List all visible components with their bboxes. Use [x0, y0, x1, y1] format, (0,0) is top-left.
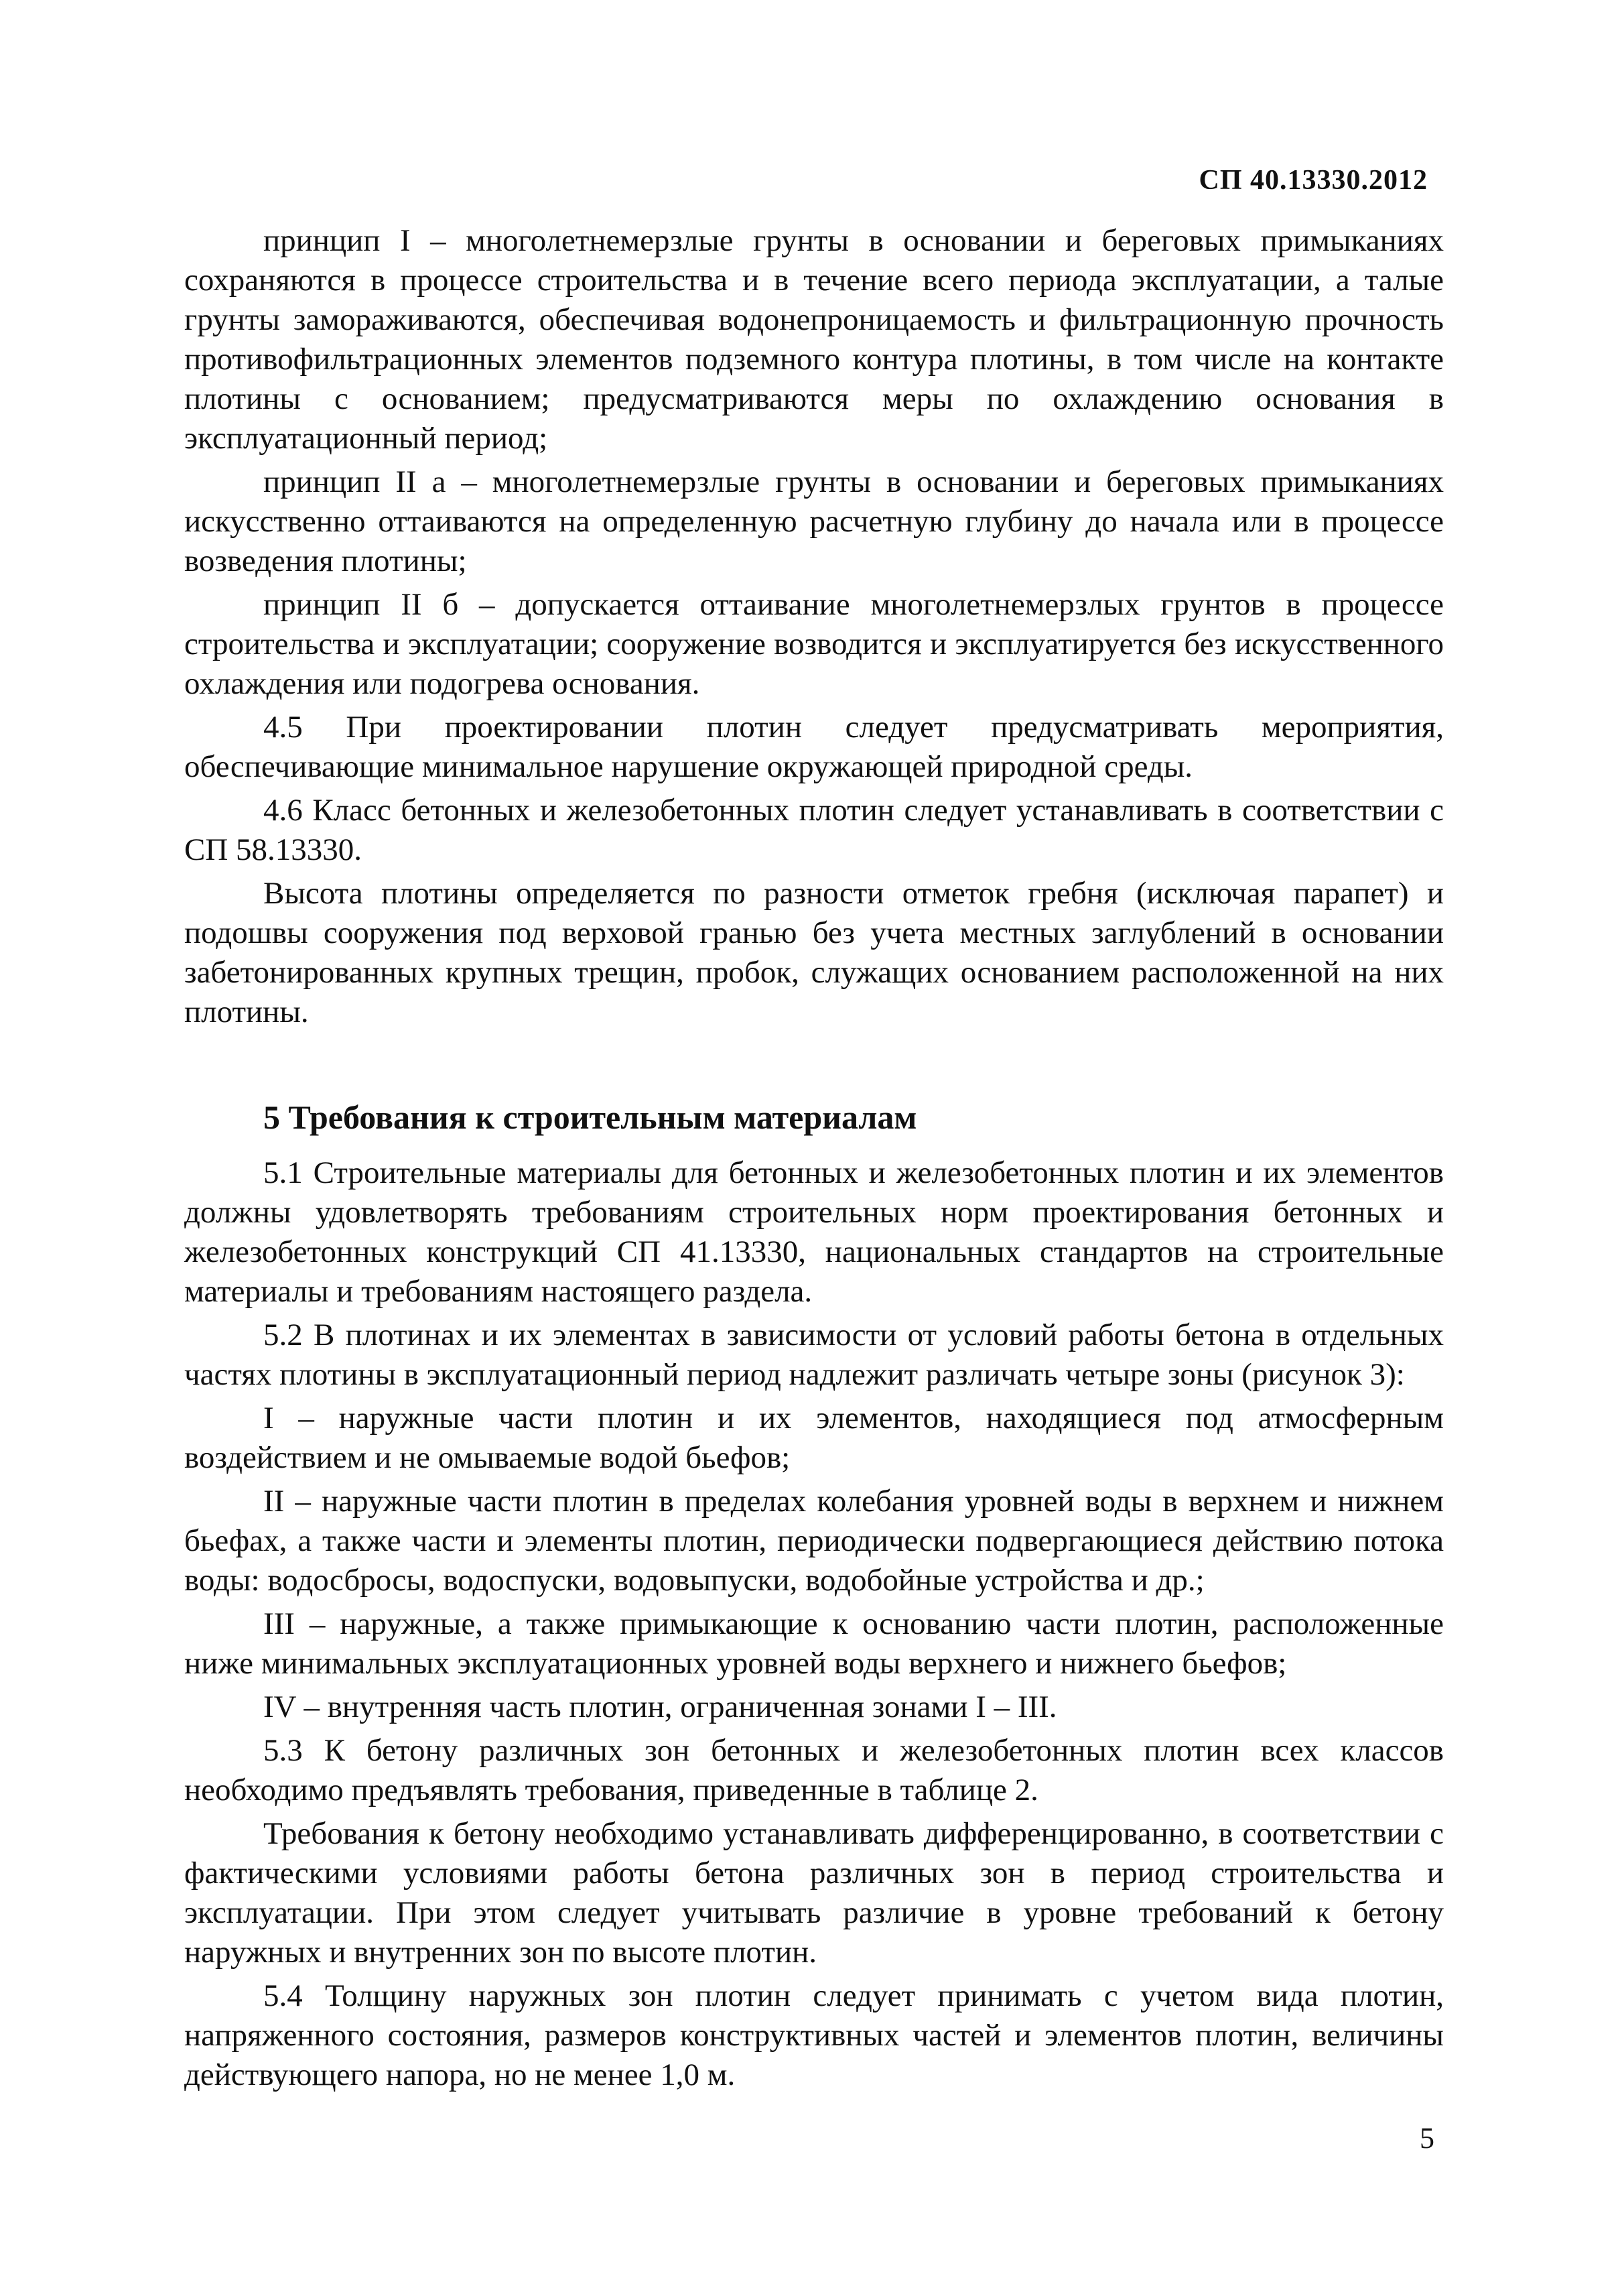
paragraph-zone-1: I – наружные части плотин и их элементов, находящиеся под атмосферным воздействием и не омываемые водой бьефов; — [184, 1401, 1444, 1475]
paragraph-4-5: 4.5 При проектировании плотин следует предусматривать мероприятия, обеспечивающие минимальное нарушение окружающей природной среды. — [184, 710, 1444, 784]
paragraph-principle-2b: принцип II б – допускается оттаивание многолетнемерзлых грунтов в процессе строительства и эксплуатации; сооружение возводится и эксплуатируется без искусственного охлаждения или подогрева основания. — [184, 587, 1444, 701]
paragraph-zone-2: II – наружные части плотин в пределах колебания уровней воды в верхнем и нижнем бьефах, а также части и элементы плотин, периодически подвергающиеся действию потока воды: водосбросы, водоспуски, водовыпуски, водобойные устройства и др.; — [184, 1484, 1444, 1598]
paragraph-zone-4: IV – внутренняя часть плотин, ограниченная зонами I – III. — [263, 1689, 1057, 1724]
section-5-heading: 5 Требования к строительным материалам — [263, 1098, 917, 1136]
paragraph-5-1: 5.1 Строительные материалы для бетонных и железобетонных плотин и их элементов должны удовлетворять требованиям строительных норм проектирования бетонных и железобетонных конструкций СП 41.13330, национальных стандартов на строительные материалы и требованиям настоящего раздела. — [184, 1155, 1444, 1309]
paragraph-5-4: 5.4 Толщину наружных зон плотин следует принимать с учетом вида плотин, напряженного состояния, размеров конструктивных частей и элементов плотин, величины действующего напора, но не менее 1,0 м. — [184, 1978, 1444, 2092]
paragraph-dam-height: Высота плотины определяется по разности отметок гребня (исключая парапет) и подошвы сооружения под верховой гранью без учета местных заглублений в основании забетонированных крупных трещин, пробок, служащих основанием расположенной на них плотины. — [184, 876, 1444, 1029]
paragraph-principle-2a: принцип II а – многолетнемерзлые грунты в основании и береговых примыканиях искусственно оттаиваются на определенную расчетную глубину до начала или в процессе возведения плотины; — [184, 464, 1444, 578]
document-code-header: СП 40.13330.2012 — [1199, 165, 1428, 196]
paragraph-5-3: 5.3 К бетону различных зон бетонных и железобетонных плотин всех классов необходимо предъявлять требования, приведенные в таблице 2. — [184, 1733, 1444, 1807]
page-number: 5 — [1420, 2122, 1434, 2155]
paragraph-zone-3: III – наружные, а также примыкающие к основанию части плотин, расположенные ниже минимальных эксплуатационных уровней воды верхнего и нижнего бьефов; — [184, 1606, 1444, 1681]
paragraph-4-6: 4.6 Класс бетонных и железобетонных плотин следует устанавливать в соответствии с СП 58.13330. — [184, 793, 1444, 867]
paragraph-concrete-requirements: Требования к бетону необходимо устанавливать дифференцированно, в соответствии с фактическими условиями работы бетона различных зон в период строительства и эксплуатации. При этом следует учитывать различие в уровне требований к бетону наружных и внутренних зон по высоте плотин. — [184, 1816, 1444, 1970]
paragraph-5-2: 5.2 В плотинах и их элементах в зависимости от условий работы бетона в отдельных частях плотины в эксплуатационный период надлежит различать четыре зоны (рисунок 3): — [184, 1318, 1444, 1392]
paragraph-principle-1: принцип I – многолетнемерзлые грунты в основании и береговых примыканиях сохраняются в процессе строительства и в течение всего периода эксплуатации, а талые грунты замораживаются, обеспечивая водонепроницаемость и фильтрационную прочность противофильтрационных элементов подземного контура плотины, в том числе на контакте плотины с основанием; предусматриваются меры по охлаждению основания в эксплуатационный период; — [184, 223, 1444, 456]
page-body — [184, 221, 1444, 2095]
